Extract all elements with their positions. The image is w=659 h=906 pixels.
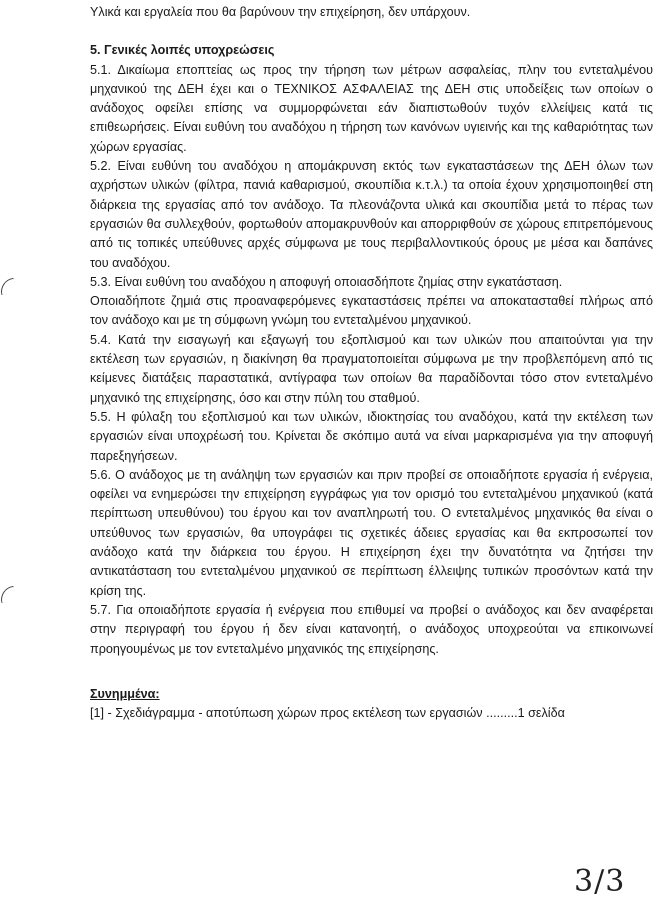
paragraph-5-2: 5.2. Είναι ευθύνη του αναδόχου η απομάκρυνση εκτός των εγκαταστάσεων της ΔΕΗ όλων των αχρήστων υλικών (φίλτρα, πανιά καθαρισμού, σκουπίδια κ.τ.λ.) τα οποία έχουν χρησιμοποιηθεί στη διάρκεια της εργασίας από τον ανάδοχο. Τα πλεονάζοντα υλικά και σκουπίδια μετά το πέρας των εργασιών θα συλλεχθούν, φορτωθούν απομακρυνθούν και απορριφθούν σε χώρους επιτρεπόμενους από τις τοπικές υπεύθυνες αρχές σύμφωνα με τους περιβαλλοντικούς όρους με μέσα και δαπάνες του αναδόχου. [90, 159, 653, 270]
paragraph-5-3: 5.3. Είναι ευθύνη του αναδόχου η αποφυγή οποιασδήποτε ζημίας στην εγκατάσταση. [90, 274, 563, 289]
paragraph-5-5: 5.5. Η φύλαξη του εξοπλισμού και των υλικών, ιδιοκτησίας του αναδόχου, κατά την εκτέλεση των εργασιών είναι υποχρέωσή του. Κρίνεται δε σκόπιμο αυτά να είναι μαρκαρισμένα για την αποφυγή παρεξηγήσεων. [90, 409, 653, 463]
paragraph-5-3-continued: Οποιαδήποτε ζημιά στις προαναφερόμενες εγκαταστάσεις πρέπει να αποκατασταθεί πλήρως από τον ανάδοχο και με τη σύμφωνη γνώμη του εντεταλμένου μηχανικού. [90, 294, 653, 328]
punch-hole-mark-bottom [0, 586, 16, 603]
paragraph-5-6: 5.6. Ο ανάδοχος με τη ανάληψη των εργασιών και πριν προβεί σε οποιαδήποτε εργασία ή ενέργεια, οφείλει να ενημερώσει την επιχείρηση εγγράφως για τον ορισμό του εντεταλμένου μηχανικού (κατά περίπτωση υπευθύνου) του έργου και τον αναπληρωτή του. Ο εντεταλμένος μηχανικός θα είναι ο υπεύθυνος των εργασιών, θα υπογράφει τις σχετικές άδειες εργασίας και θα εκπροσωπεί τον ανάδοχο κατά την διάρκεια του έργου. Η επιχείρηση έχει την δυνατότητα να ζητήσει την αντικατάσταση του εντεταλμένου μηχανικού σε περίπτωση έλλειψης τυπικών προσόντων κατά την κρίση της. [90, 467, 653, 598]
paragraph-5-7: 5.7. Για οποιαδήποτε εργασία ή ενέργεια που επιθυμεί να προβεί ο ανάδοχος και δεν αναφέρεται στην περιγραφή του έργου ή δεν είναι κατανοητή, ο ανάδοχος υποχρεούται να επικοινωνεί προηγουμένως με τον εντεταλμένο μηχανικός της επιχείρησης. [90, 602, 653, 656]
punch-hole-mark-top [0, 278, 16, 295]
attachments-heading: Συνημμένα: [90, 686, 160, 701]
paragraph-5-1: 5.1. Δικαίωμα εποπτείας ως προς την τήρηση των μέτρων ασφαλείας, πλην του εντεταλμένου μηχανικού της ΔΕΗ έχει και ο ΤΕΧΝΙΚΟΣ ΑΣΦΑΛΕΙΑΣ της ΔΕΗ στις υποδείξεις των οποίων ο ανάδοχος οφείλει επίσης να συμμορφώνεται εάν διαπιστωθούν τυχόν ελλείψεις κατά τις επιθεωρήσεις. Είναι ευθύνη του αναδόχου η τήρηση των κανόνων υγιεινής και της καθαριότητας των χώρων εργασίας. [90, 62, 653, 154]
section-heading: 5. Γενικές λοιπές υποχρεώσεις [90, 43, 275, 58]
intro-line: Υλικά και εργαλεία που θα βαρύνουν την επιχείρηση, δεν υπάρχουν. [90, 5, 471, 19]
document-body [90, 3, 653, 723]
paragraph-5-4: 5.4. Κατά την εισαγωγή και εξαγωγή του εξοπλισμού και των υλικών που απαιτούνται για την εκτέλεση των εργασιών, η διακίνηση θα πραγματοποιείται σύμφωνα με την προβλεπόμενη από τις κείμενες διατάξεις παραστατικά, αντίγραφα των οποίων θα παραδίδονται τόσο στον εντεταλμένο μηχανικό της επιχείρησης, όσο και στην πύλη του σταθμού. [90, 332, 653, 405]
page-number: 3/3 [574, 864, 626, 899]
attachment-item-1: [1] - Σχεδιάγραμμα - αποτύπωση χώρων προς εκτέλεση των εργασιών .........1 σελίδα [90, 706, 565, 721]
